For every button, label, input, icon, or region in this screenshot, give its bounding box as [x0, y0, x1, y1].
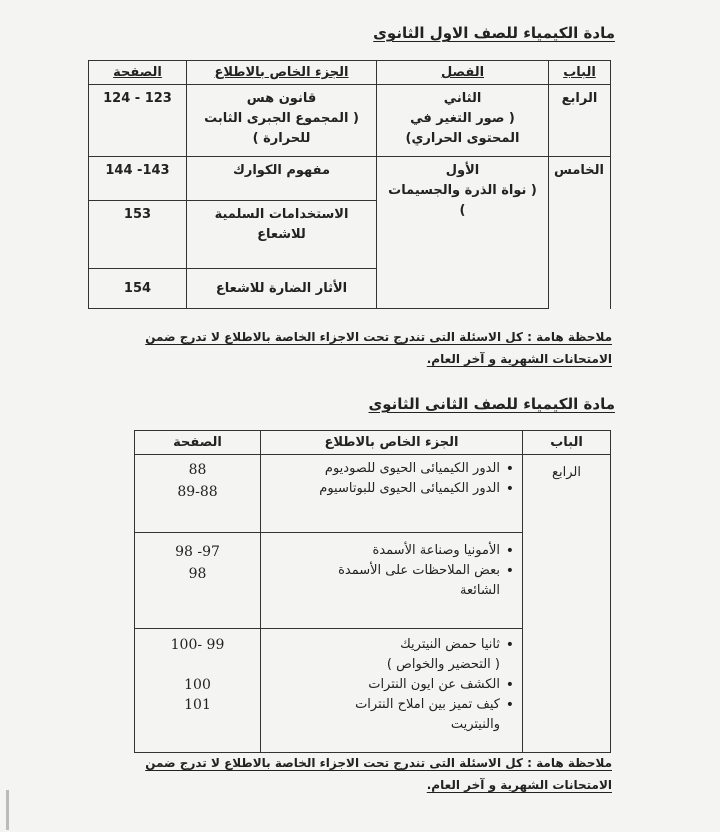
- header-page: الصفحة: [89, 61, 187, 85]
- cell-page: 88 89-88: [135, 455, 261, 533]
- list-item: • الدور الكيميائى الحيوى للبوتاسيوم: [267, 479, 516, 499]
- cell-juz: مفهوم الكوارك: [187, 157, 377, 201]
- section1-table: [88, 60, 611, 309]
- item-list: [267, 635, 516, 735]
- list-item: • بعض الملاحظات على الأسمدة الشائعة: [267, 561, 516, 601]
- list-item: • ثانيا حمض النيتريك ( التحضير والخواص ): [267, 635, 516, 675]
- cell-page: 144 -143: [89, 157, 187, 201]
- table-row: [89, 157, 611, 201]
- cell-bab: الخامس: [549, 157, 611, 309]
- list-item: • كيف تميز بين املاح النترات والنيتريت: [267, 695, 516, 735]
- cell-fasl: الثاني ( صور التغير في المحتوى الحراري): [377, 85, 549, 157]
- header-bab: الباب: [523, 431, 611, 455]
- header-juz: الجزء الخاص بالاطلاع: [261, 431, 523, 455]
- list-item: • الكشف عن ايون النترات: [267, 675, 516, 695]
- cell-page: 100- 99 100 101: [135, 629, 261, 753]
- header-page: الصفحة: [135, 431, 261, 455]
- scan-edge-mark: [6, 790, 9, 830]
- cell-juz: الاستخدامات السلمية للاشعاع: [187, 201, 377, 269]
- table-row: [135, 455, 611, 533]
- section1-note: ملاحظة هامة : كل الاسئلة التى تندرج تحت الاجزاء الخاصة بالاطلاع لا تدرج ضمن الامتحانات الشهرية و آخر العام.: [145, 330, 612, 366]
- cell-page: 98 -97 98: [135, 533, 261, 629]
- cell-juz: [261, 533, 523, 629]
- section2-title: مادة الكيمياء للصف الثانى الثانوى: [368, 395, 615, 413]
- list-item: • الأمونيا وصناعة الأسمدة: [267, 541, 516, 561]
- cell-fasl: الأول ( نواة الذرة والجسيمات ): [377, 157, 549, 309]
- section2-table: [134, 430, 611, 753]
- cell-page: 153: [89, 201, 187, 269]
- cell-page: 154: [89, 269, 187, 309]
- header-bab: الباب: [549, 61, 611, 85]
- cell-juz: [261, 455, 523, 533]
- table-header-row: [89, 61, 611, 85]
- cell-page: 124 - 123: [89, 85, 187, 157]
- cell-juz: قانون هس ( المجموع الجبرى الثابت للحرارة ): [187, 85, 377, 157]
- section1-title: مادة الكيمياء للصف الاول الثانوى: [373, 24, 615, 42]
- header-juz: الجزء الخاص بالاطلاع: [187, 61, 377, 85]
- item-list: [267, 541, 516, 601]
- table-row: [89, 85, 611, 157]
- list-item: • الدور الكيميائى الحيوى للصوديوم: [267, 459, 516, 479]
- header-fasl: الفصل: [377, 61, 549, 85]
- cell-bab: الرابع: [549, 85, 611, 157]
- cell-juz: الأثار الضارة للاشعاع: [187, 269, 377, 309]
- cell-bab: الرابع: [523, 455, 611, 753]
- cell-juz: [261, 629, 523, 753]
- item-list: [267, 459, 516, 499]
- table-header-row: [135, 431, 611, 455]
- section2-note: ملاحظة هامة : كل الاسئلة التى تندرج تحت الاجزاء الخاصة بالاطلاع لا تدرج ضمن الامتحانات الشهرية و آخر العام.: [145, 756, 612, 792]
